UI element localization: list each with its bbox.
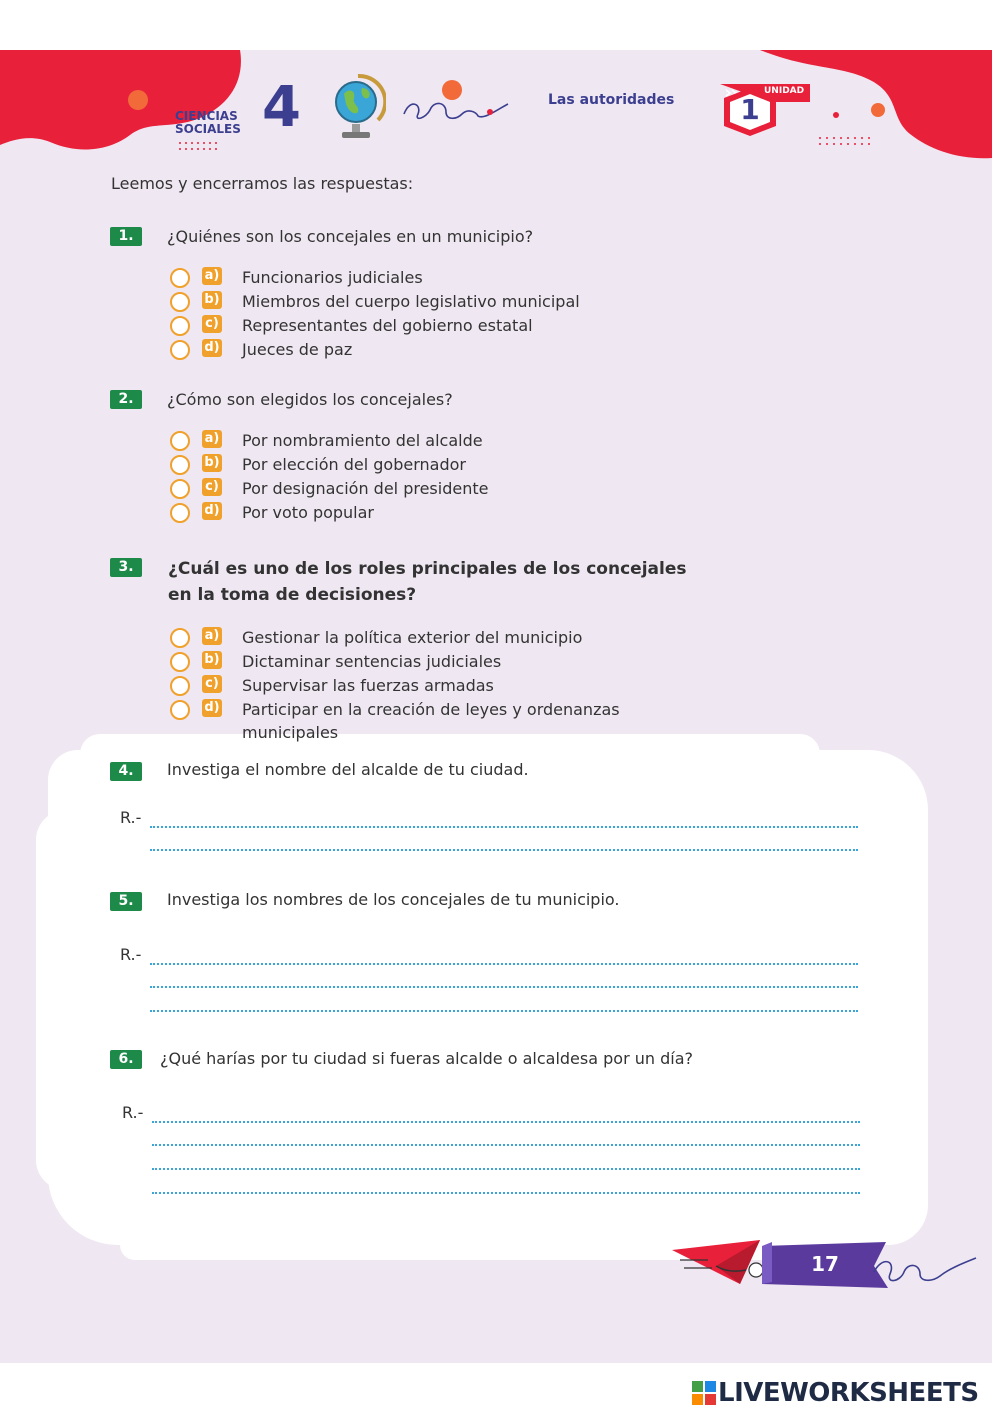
option-radio[interactable] xyxy=(170,479,190,499)
unit-label: UNIDAD xyxy=(764,86,805,96)
question-6-answer-line-4[interactable] xyxy=(152,1176,860,1194)
question-5-text: Investiga los nombres de los concejales de tu municipio. xyxy=(167,890,620,909)
question-5-answer-line-3[interactable] xyxy=(150,994,858,1012)
option-text: Por elección del gobernador xyxy=(242,455,466,474)
dot-grid-left xyxy=(178,140,224,152)
option-text: Por nombramiento del alcalde xyxy=(242,431,483,450)
option-text: Miembros del cuerpo legislativo municipal xyxy=(242,292,580,311)
worksheet-page xyxy=(0,50,992,1363)
question-4-number: 4. xyxy=(110,762,142,781)
option-text: Funcionarios judiciales xyxy=(242,268,423,287)
option-letter: c) xyxy=(202,478,222,496)
option-text: Por voto popular xyxy=(242,503,375,522)
question-2-option-b[interactable] xyxy=(170,453,670,475)
question-6-number: 6. xyxy=(110,1050,142,1069)
question-3-text: ¿Cuál es uno de los roles principales de los concejales en la toma de decisiones? xyxy=(168,559,687,605)
brush-stroke-left xyxy=(36,810,96,1190)
option-radio[interactable] xyxy=(170,292,190,312)
grade-number: 4 xyxy=(262,75,301,140)
question-1-number: 1. xyxy=(110,227,142,246)
question-2-option-c[interactable] xyxy=(170,477,670,499)
question-2-option-a[interactable] xyxy=(170,429,670,451)
option-text: Participar en la creación de leyes y ordenanzas municipales xyxy=(242,700,620,742)
option-radio[interactable] xyxy=(170,268,190,288)
instructions: Leemos y encerramos las respuestas: xyxy=(111,174,414,193)
question-5-answer-label: R.- xyxy=(120,945,142,964)
subject-label xyxy=(175,110,241,136)
question-5-answer-line-2[interactable] xyxy=(150,970,858,988)
option-radio[interactable] xyxy=(170,628,190,648)
footer-squiggle-decoration xyxy=(870,1248,980,1288)
subject-line-1: CIENCIAS xyxy=(175,109,238,123)
option-text: Jueces de paz xyxy=(242,340,353,359)
option-radio[interactable] xyxy=(170,503,190,523)
question-1-text: ¿Quiénes son los concejales en un municipio? xyxy=(167,227,534,246)
question-6-answer-line-2[interactable] xyxy=(152,1128,860,1146)
option-text: Por designación del presidente xyxy=(242,479,489,498)
question-6-answer-line-1[interactable] xyxy=(152,1105,860,1123)
page-number: 17 xyxy=(811,1252,839,1276)
unit-number: 1 xyxy=(740,93,760,126)
question-6-text: ¿Qué harías por tu ciudad si fueras alcalde o alcaldesa por un día? xyxy=(160,1049,693,1068)
question-1-option-d[interactable] xyxy=(170,338,670,360)
option-letter: b) xyxy=(202,291,222,309)
option-radio[interactable] xyxy=(170,676,190,696)
question-6-answer-line-3[interactable] xyxy=(152,1152,860,1170)
option-radio[interactable] xyxy=(170,455,190,475)
question-4-answer-line-2[interactable] xyxy=(150,833,858,851)
option-letter: a) xyxy=(202,430,222,448)
question-3-option-a[interactable] xyxy=(170,626,670,648)
option-letter: b) xyxy=(202,651,222,669)
option-letter: b) xyxy=(202,454,222,472)
option-letter: d) xyxy=(202,502,222,520)
option-text: Gestionar la política exterior del municipio xyxy=(242,628,583,647)
option-text: Representantes del gobierno estatal xyxy=(242,316,533,335)
question-5-number: 5. xyxy=(110,892,142,911)
question-3-option-d[interactable] xyxy=(170,698,670,746)
dot-grid-right xyxy=(818,135,878,149)
question-4-answer-label: R.- xyxy=(120,808,142,827)
question-3-number: 3. xyxy=(110,558,142,577)
option-radio[interactable] xyxy=(170,316,190,336)
question-3-option-b[interactable] xyxy=(170,650,670,672)
subject-line-2: SOCIALES xyxy=(175,122,241,136)
liveworksheets-logo-text: LIVEWORKSHEETS xyxy=(718,1378,979,1408)
option-letter: a) xyxy=(202,267,222,285)
unit-badge xyxy=(718,82,818,142)
question-1-option-b[interactable] xyxy=(170,290,670,312)
option-letter: c) xyxy=(202,315,222,333)
squiggle-decoration xyxy=(400,78,510,124)
option-letter: a) xyxy=(202,627,222,645)
question-1-option-c[interactable] xyxy=(170,314,670,336)
question-6-answer-label: R.- xyxy=(122,1103,144,1122)
liveworksheets-logo-icon xyxy=(692,1381,716,1405)
option-radio[interactable] xyxy=(170,431,190,451)
option-text: Supervisar las fuerzas armadas xyxy=(242,676,494,695)
option-text: Dictaminar sentencias judiciales xyxy=(242,652,502,671)
question-2-text: ¿Cómo son elegidos los concejales? xyxy=(167,390,453,409)
question-5-answer-line-1[interactable] xyxy=(150,947,858,965)
option-radio[interactable] xyxy=(170,700,190,720)
question-4-answer-line-1[interactable] xyxy=(150,810,858,828)
topic-title: Las autoridades xyxy=(548,92,675,108)
question-2-number: 2. xyxy=(110,390,142,409)
globe-icon xyxy=(330,72,386,144)
option-letter: c) xyxy=(202,675,222,693)
question-4-text: Investiga el nombre del alcalde de tu ciudad. xyxy=(167,760,529,779)
option-radio[interactable] xyxy=(170,652,190,672)
option-letter: d) xyxy=(202,699,222,717)
question-3-option-c[interactable] xyxy=(170,674,670,696)
question-1-option-a[interactable] xyxy=(170,266,670,288)
option-letter: d) xyxy=(202,339,222,357)
option-radio[interactable] xyxy=(170,340,190,360)
question-2-option-d[interactable] xyxy=(170,501,670,523)
